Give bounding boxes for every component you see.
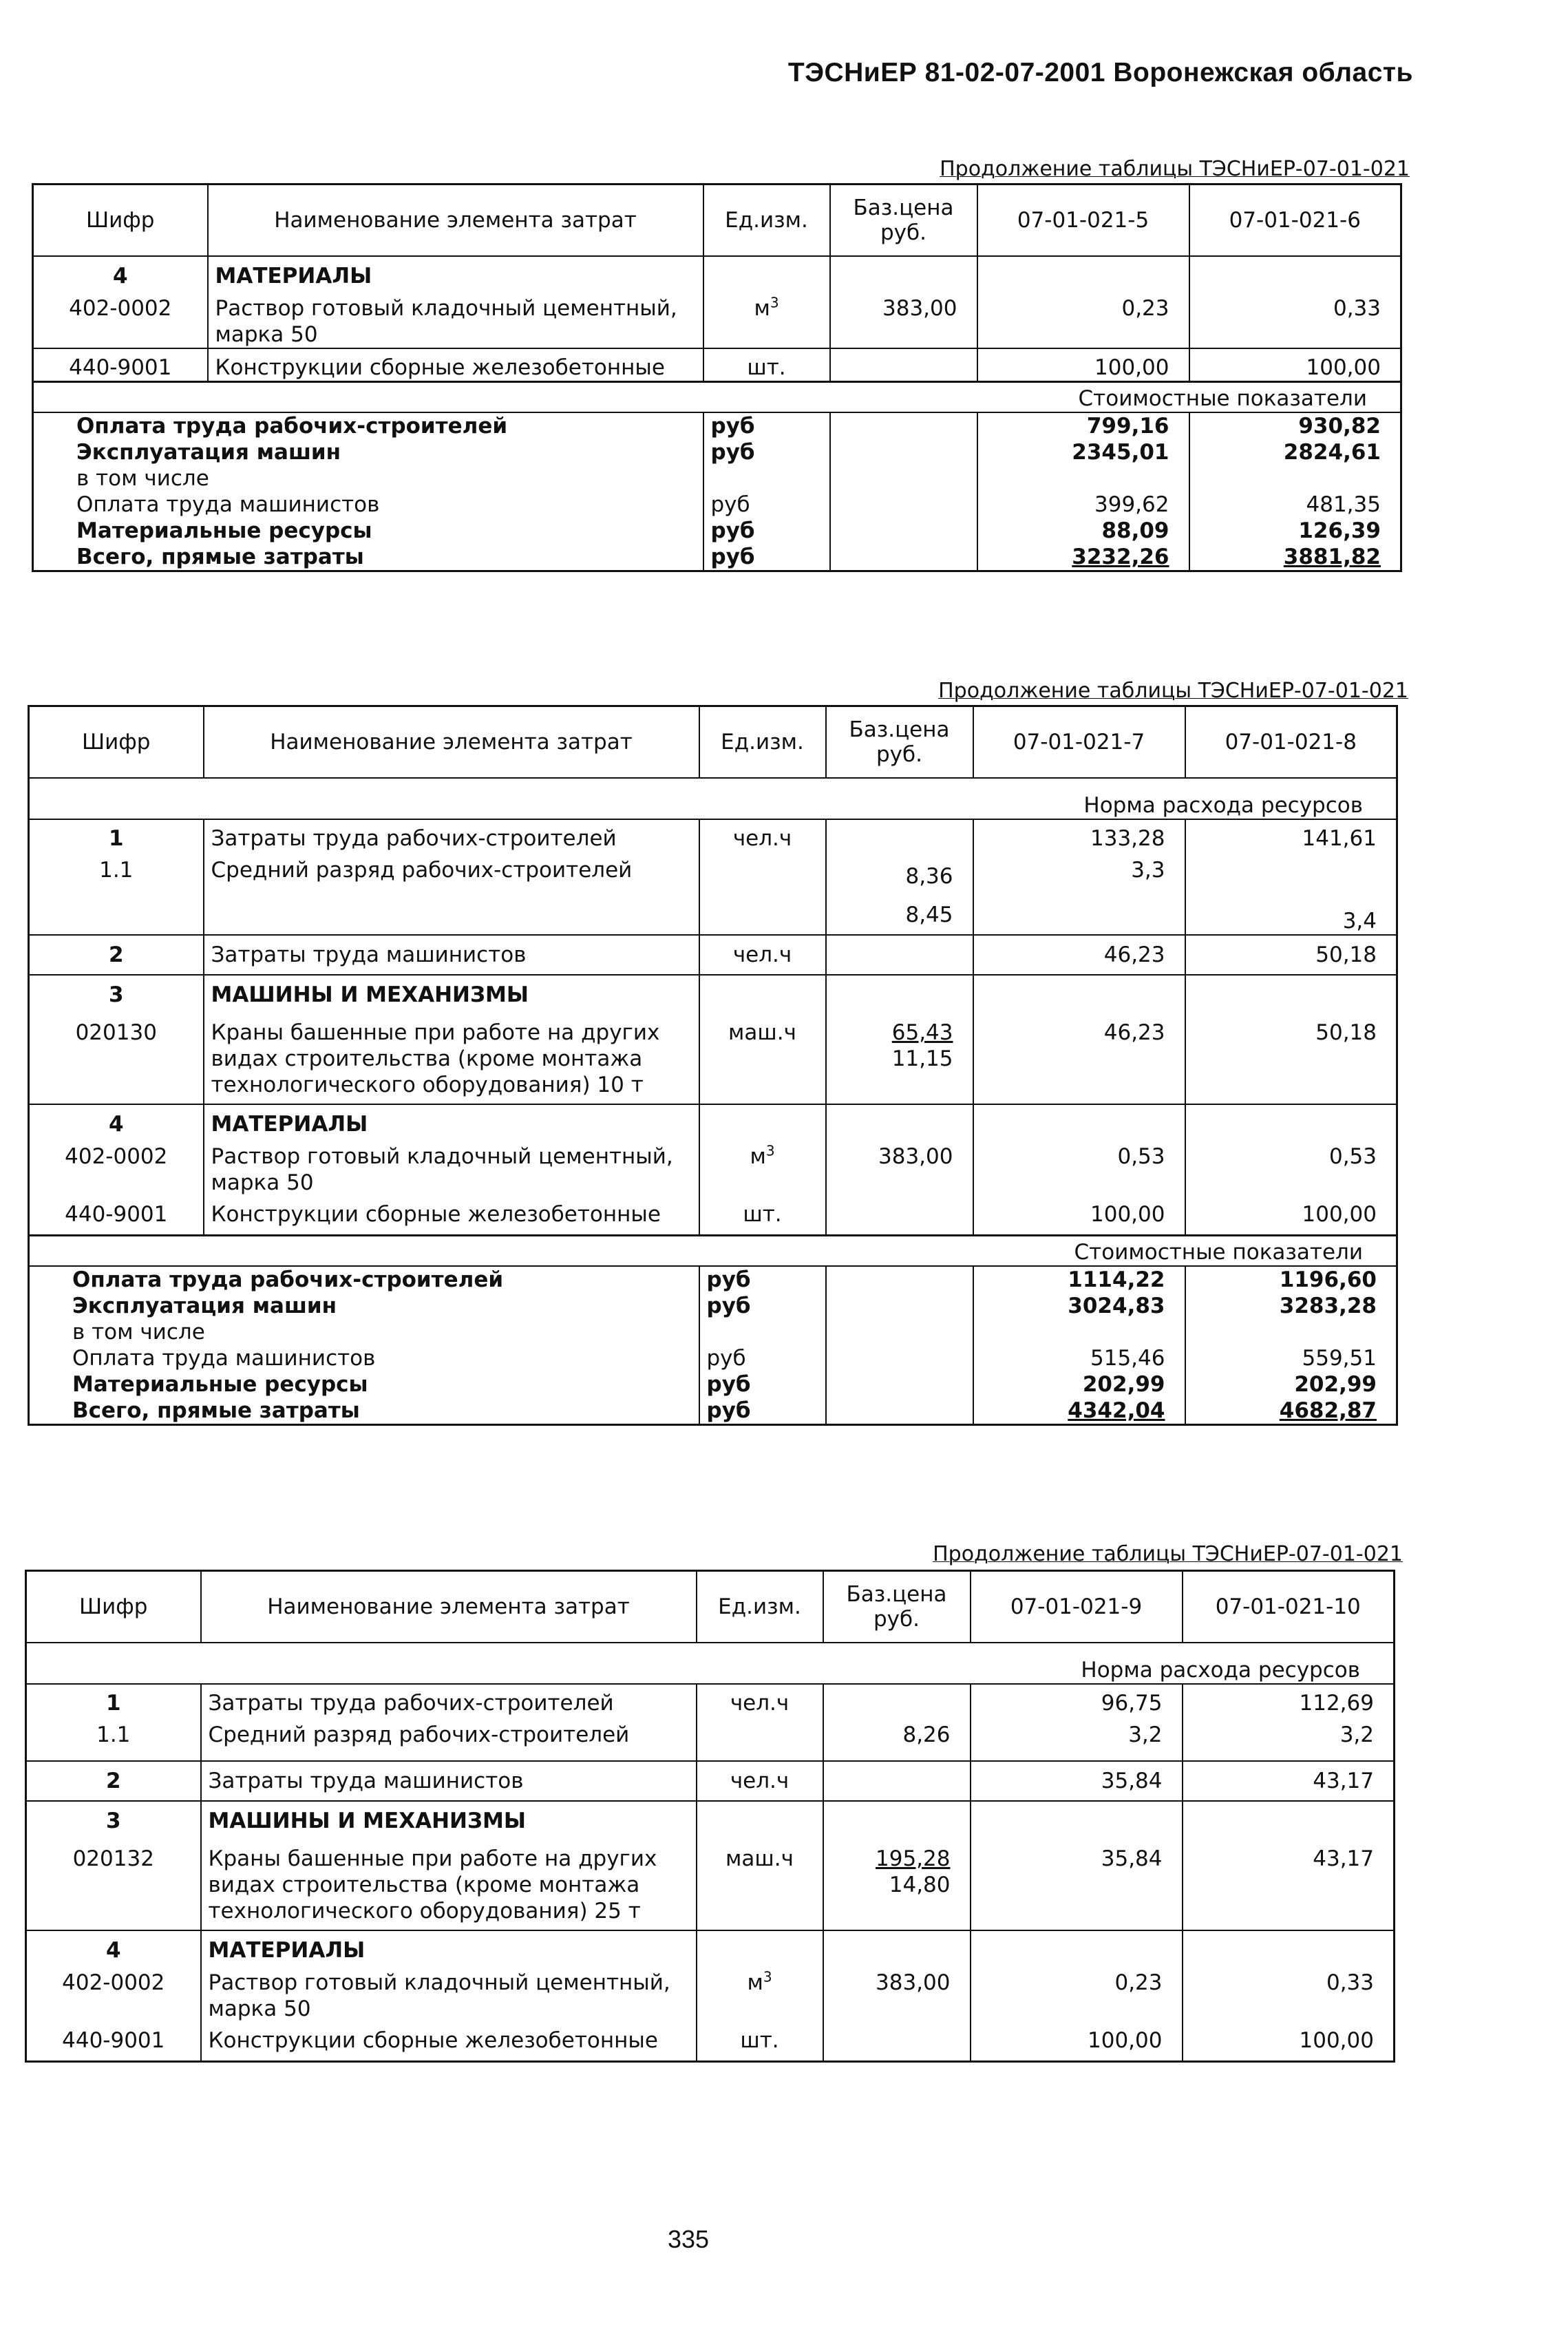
cost-row: в том числе	[33, 465, 1401, 492]
table-row: 020130 Краны башенные при работе на других видах строительства (кроме монтажа технологического оборудования) 10 т маш.ч 65,43 11,15 46,23 50,18	[29, 1014, 1397, 1104]
table-row: 2 Затраты труда машинистов чел.ч 46,23 50,18	[29, 935, 1397, 975]
table2-continuation: Продолжение таблицы ТЭСНиЕР-07-01-021	[938, 679, 1408, 703]
table1	[32, 183, 1402, 572]
table-row: 440-9001 Конструкции сборные железобетонные шт. 100,00 100,00	[26, 2022, 1395, 2062]
col-price-header: Баз.цена руб.	[830, 185, 977, 257]
col-code-header: Шифр	[33, 185, 208, 257]
table3	[25, 1570, 1395, 2063]
table-row: 440-9001 Конструкции сборные железобетонные шт. 100,00 100,00	[33, 348, 1401, 382]
section-row: 4 МАТЕРИАЛЫ	[33, 256, 1401, 295]
col-unit-header: Ед.изм.	[697, 1571, 823, 1643]
col-a-header: 07-01-021-7	[973, 706, 1185, 779]
cost-label-row: Стоимостные показатели	[29, 1236, 1397, 1267]
cost-row: Оплата труда рабочих-строителей руб 799,16 930,82	[33, 412, 1401, 439]
cost-row: Всего, прямые затраты руб 4342,04 4682,87	[29, 1398, 1397, 1425]
cost-row: Оплата труда рабочих-строителей руб 1114,22 1196,60	[29, 1266, 1397, 1293]
section-row: 3 МАШИНЫ И МЕХАНИЗМЫ	[29, 975, 1397, 1014]
table-row: 1.1 Средний разряд рабочих-строителей 8,36 8,45 3,3 3,4	[29, 852, 1397, 935]
col-a-header: 07-01-021-5	[977, 185, 1189, 257]
table-row: 402-0002 Раствор готовый кладочный цементный, марка 50 $м^3$ 383,00 0,53 0,53	[29, 1143, 1397, 1196]
norm-label-row: Норма расхода ресурсов	[1081, 1658, 1360, 1683]
table1-header-row	[33, 185, 1401, 257]
section-row: 4 МАТЕРИАЛЫ	[26, 1930, 1395, 1970]
section-row: 4 МАТЕРИАЛЫ	[29, 1104, 1397, 1143]
col-unit-header: Ед.изм.	[703, 185, 830, 257]
page-header: ТЭСНиЕР 81-02-07-2001 Воронежская область	[787, 58, 1413, 87]
cost-row: Оплата труда машинистов руб 399,62 481,35	[33, 492, 1401, 518]
table3-header-row	[26, 1571, 1395, 1643]
cost-label-row: Стоимостные показатели	[33, 382, 1401, 413]
page-number: 335	[667, 2225, 710, 2253]
col-code-header: Шифр	[29, 706, 204, 779]
norm-label-row: Норма расхода ресурсов	[1083, 793, 1363, 818]
table-row: 1 Затраты труда рабочих-строителей чел.ч 133,28 141,61	[29, 819, 1397, 852]
table2	[28, 705, 1398, 1426]
section-row: 3 МАШИНЫ И МЕХАНИЗМЫ	[26, 1801, 1395, 1840]
table-row: 020132 Краны башенные при работе на других видах строительства (кроме монтажа технологического оборудования) 25 т маш.ч 195,28 14,80 35,84 43,17	[26, 1840, 1395, 1930]
col-b-header: 07-01-021-8	[1185, 706, 1397, 779]
col-price-header: Баз.цена руб.	[823, 1571, 971, 1643]
table-row: 1.1 Средний разряд рабочих-строителей 8,26 3,2 3,2	[26, 1716, 1395, 1761]
col-name-header: Наименование элемента затрат	[208, 185, 703, 257]
col-b-header: 07-01-021-6	[1189, 185, 1401, 257]
cost-row: Эксплуатация машин руб 3024,83 3283,28	[29, 1293, 1397, 1319]
col-a-header: 07-01-021-9	[971, 1571, 1183, 1643]
table-row: 402-0002 Раствор готовый кладочный цементный, марка 50 $м^3$ 383,00 0,23 0,33	[26, 1970, 1395, 2022]
table-row: 440-9001 Конструкции сборные железобетонные шт. 100,00 100,00	[29, 1196, 1397, 1236]
cost-row: Материальные ресурсы руб 202,99 202,99	[29, 1371, 1397, 1398]
cost-row: Оплата труда машинистов руб 515,46 559,51	[29, 1345, 1397, 1371]
table3-continuation: Продолжение таблицы ТЭСНиЕР-07-01-021	[933, 1542, 1403, 1566]
col-name-header: Наименование элемента затрат	[201, 1571, 697, 1643]
cost-row: в том числе	[29, 1319, 1397, 1345]
table1-continuation: Продолжение таблицы ТЭСНиЕР-07-01-021	[940, 157, 1410, 181]
table-row: 1 Затраты труда рабочих-строителей чел.ч 96,75 112,69	[26, 1684, 1395, 1716]
cost-row: Всего, прямые затраты руб 3232,26 3881,82	[33, 544, 1401, 571]
table-row: 402-0002 Раствор готовый кладочный цементный, марка 50 $м^3$ 383,00 0,23 0,33	[33, 295, 1401, 348]
col-unit-header: Ед.изм.	[699, 706, 826, 779]
col-b-header: 07-01-021-10	[1183, 1571, 1395, 1643]
cost-row: Эксплуатация машин руб 2345,01 2824,61	[33, 439, 1401, 465]
col-code-header: Шифр	[26, 1571, 201, 1643]
col-price-header: Баз.цена руб.	[826, 706, 973, 779]
table2-header-row	[29, 706, 1397, 779]
cost-row: Материальные ресурсы руб 88,09 126,39	[33, 518, 1401, 544]
col-name-header: Наименование элемента затрат	[204, 706, 699, 779]
table-row: 2 Затраты труда машинистов чел.ч 35,84 43,17	[26, 1761, 1395, 1801]
